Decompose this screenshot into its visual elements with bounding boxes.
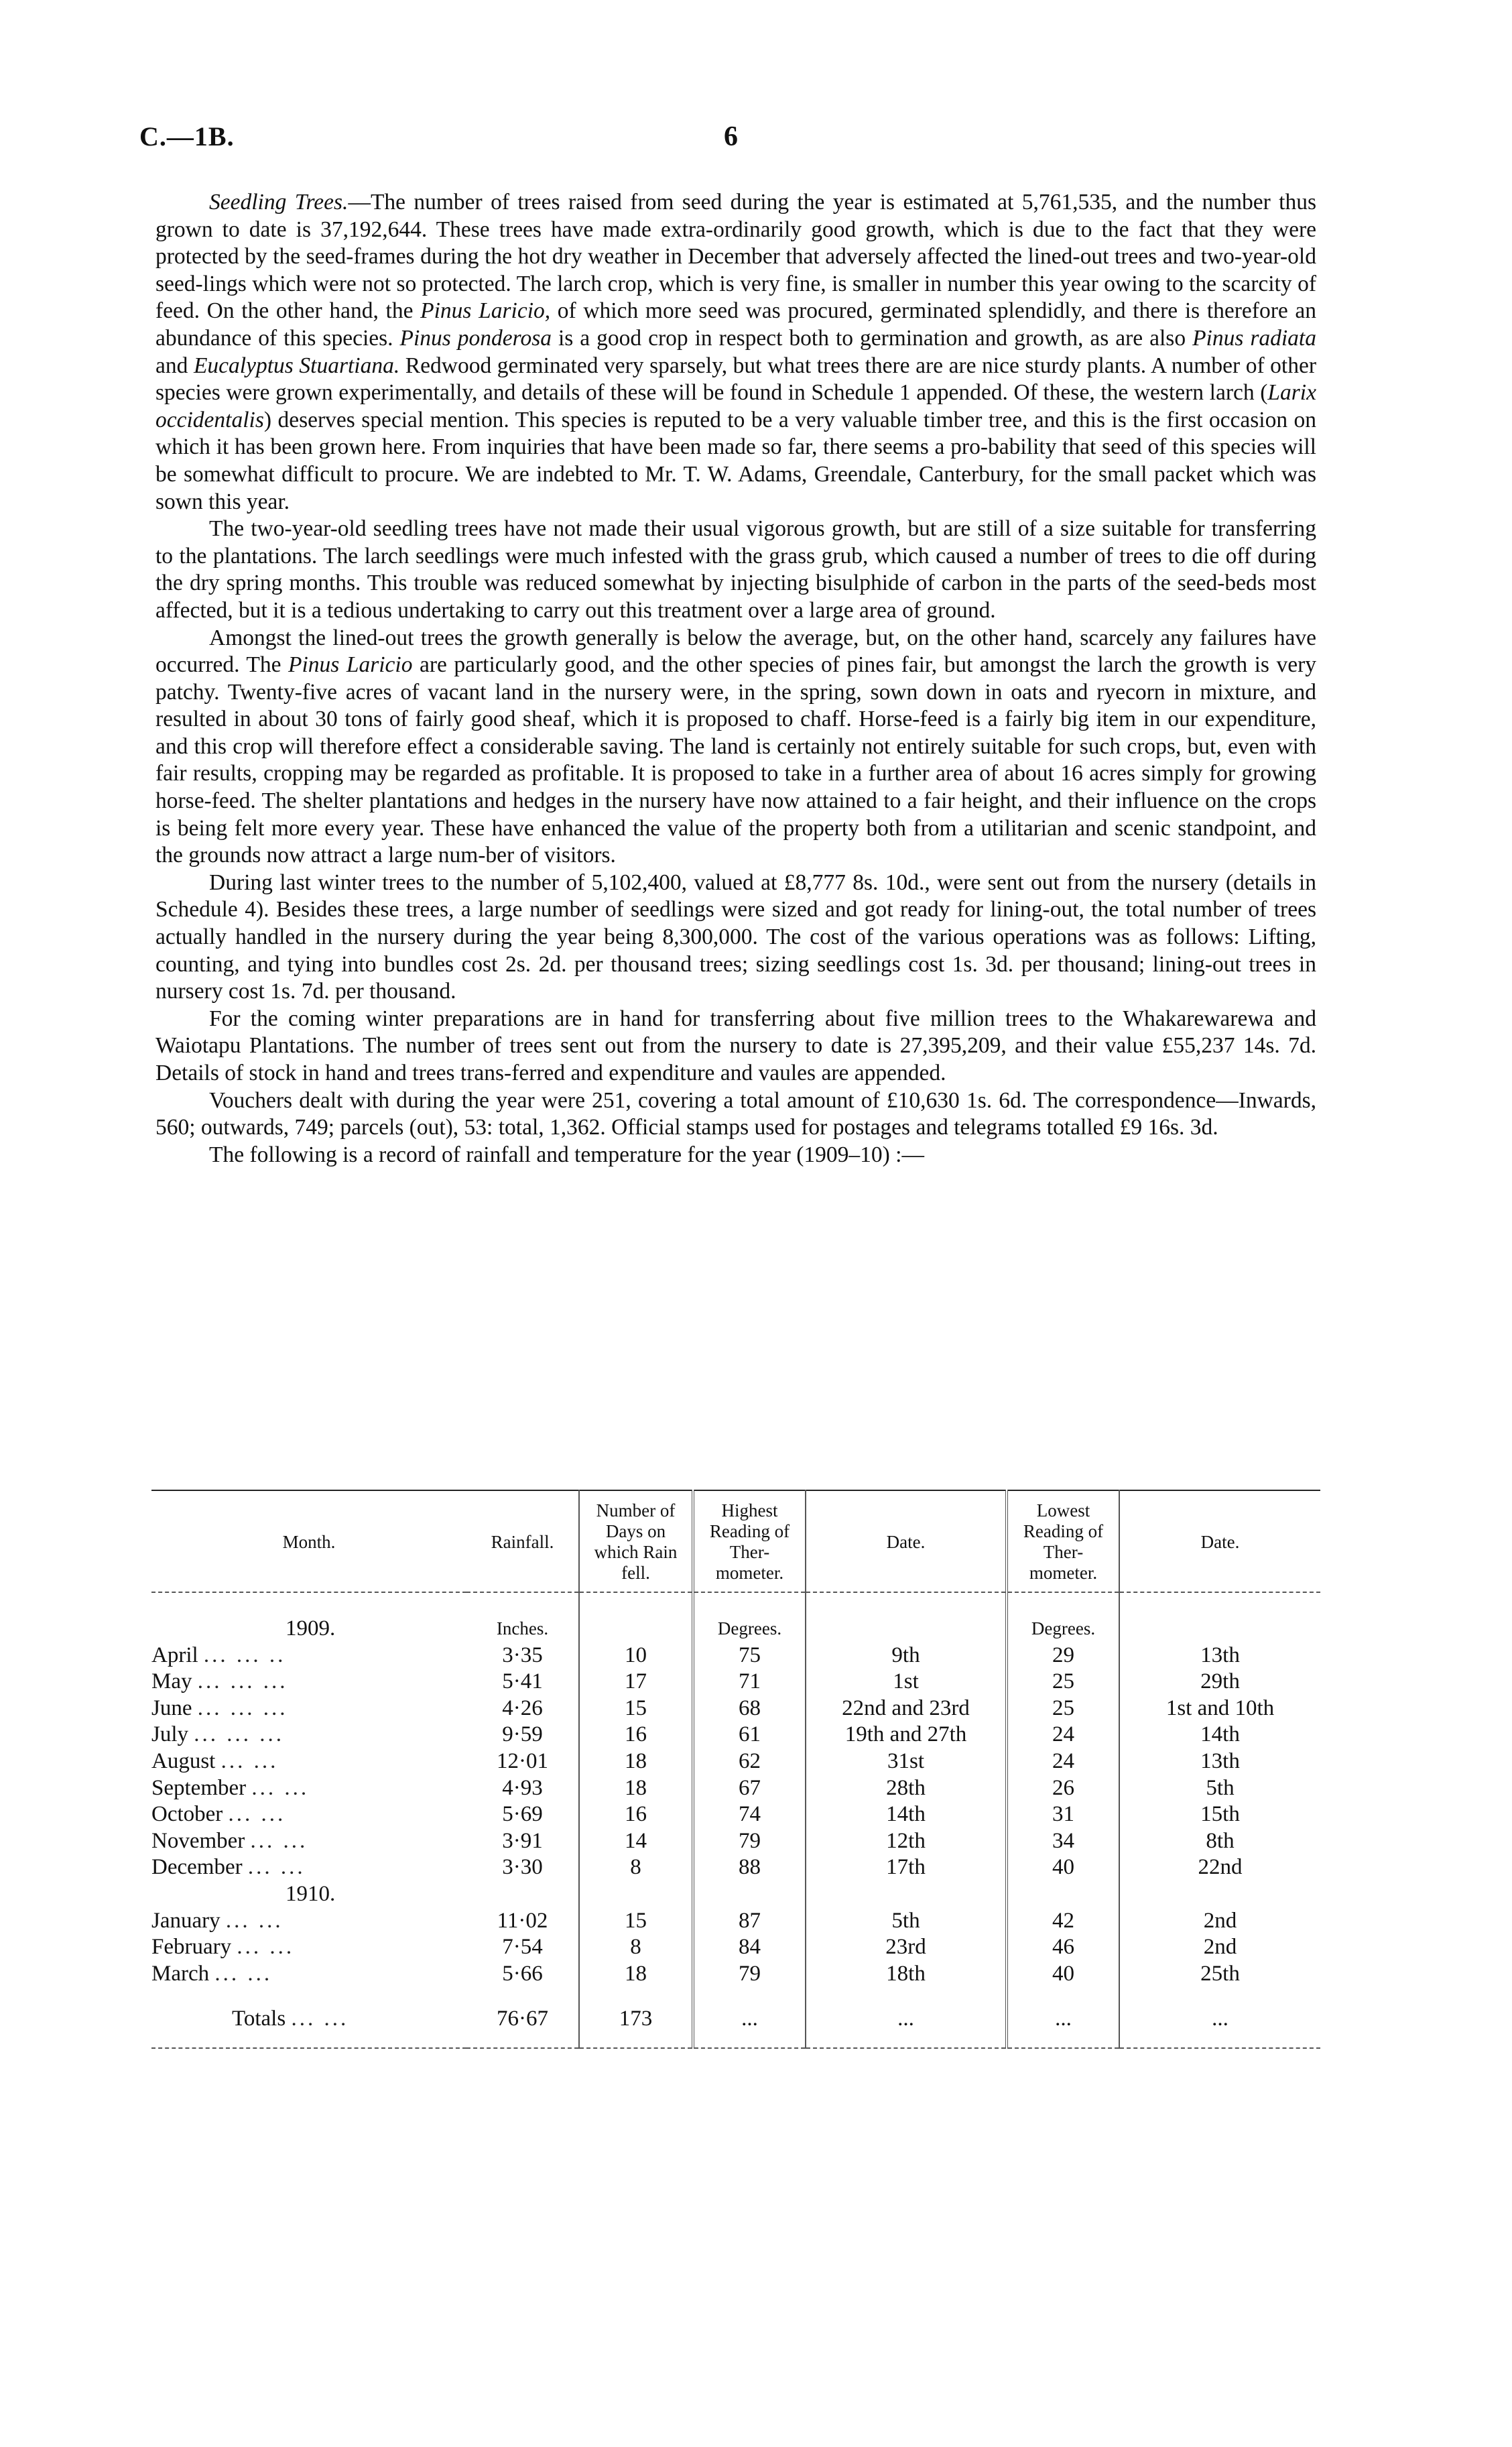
leader-dots: ... ... ...: [197, 1669, 288, 1694]
month-name: March: [151, 1961, 210, 1986]
table-row: [151, 1643, 1320, 1669]
leader-dots: ... ...: [220, 1748, 279, 1773]
rain-days-cell: 18: [579, 1961, 693, 1988]
rainfall-cell: 3·91: [502, 1828, 543, 1853]
month-name: December: [151, 1855, 243, 1880]
paragraph-two-year-seedlings: The two-year-old seedling trees have not made their usual vigorous growth, but are still of a size suitable for transferring to the plantations. The larch seedlings were much infested with the grass grub, which caused a number of trees to die off during the dry spring months. This trouble was reduced somewhat by injecting bisulphide of carbon in the parts of the seed-beds most affected, but it is a tedious undertaking to carry out this treatment over a large area of ground.: [155, 516, 1316, 623]
totals-row: [151, 1987, 1320, 2048]
low-date-cell: 1st and 10th: [1119, 1695, 1320, 1722]
paragraph-vouchers: Vouchers dealt with during the year were 251, covering a total amount of £10,630 1s. 6d. The correspondence—Inwards, 560; outwards, 749; parcels (out), 53: total, 1,362. Official stamps used for postages and telegrams totalled £9 16s. 3d.: [155, 1087, 1316, 1140]
species-name: Eucalyptus Stuartiana.: [193, 353, 400, 378]
text-run: are particularly good, and the other species of pines fair, but amongst the larch the growth is very patchy. Twenty-five acres of vacant land in the nursery were, in the spring, sown down in oats and ryecorn in mixture, and resulted in about 30 tons of fairly good sheaf, which it is proposed to chaff. Horse-feed is a fairly big item in our expenditure, and this crop will therefore effect a considerable saving. The land is certainly not entirely suitable for such crops, but, even with fair results, cropping may be regarded as profitable. It is proposed to take in a further area of about 16 acres simply for growing horse-feed. The shelter plantations and hedges in the nursery have now attained to a fair height, and their influence on the crops is being felt more every year. These have enhanced the value of the property both from a utilitarian and scenic standpoint, and the grounds now attract a large num-ber of visitors.: [155, 652, 1316, 868]
lowest-cell: 31: [1007, 1801, 1119, 1828]
high-date-cell: 17th: [806, 1854, 1007, 1881]
total-lowest: ...: [1007, 1987, 1119, 2048]
low-date-cell: 2nd: [1119, 1908, 1320, 1935]
high-date-cell: 23rd: [806, 1934, 1007, 1961]
high-date-cell: 28th: [806, 1775, 1007, 1802]
leader-dots: ... ...: [228, 1802, 286, 1827]
rain-days-cell: 17: [579, 1669, 693, 1695]
table-row: [151, 1908, 1320, 1935]
month-cell: [151, 1854, 466, 1881]
text-run: is a good crop in respect both to germination and growth, as are also: [552, 325, 1193, 351]
high-date-cell: 1st: [806, 1669, 1007, 1695]
month-cell: [151, 1934, 466, 1961]
rain-days-cell: 8: [579, 1934, 693, 1961]
low-date-cell: 22nd: [1119, 1854, 1320, 1881]
highest-cell: 75: [693, 1643, 806, 1669]
high-date-cell: 14th: [806, 1801, 1007, 1828]
low-date-cell: 29th: [1119, 1669, 1320, 1695]
lowest-cell: 40: [1007, 1961, 1119, 1988]
rainfall-cell: 4·26: [502, 1695, 543, 1720]
unit-rainfall: Inches.: [496, 1618, 549, 1638]
rainfall-cell: 5·66: [502, 1961, 543, 1986]
total-rainfall: 76·67: [497, 2007, 548, 2031]
highest-cell: 62: [693, 1748, 806, 1775]
species-name: Pinus Laricio: [288, 652, 413, 678]
species-name: Larix occidentalis: [155, 380, 1316, 432]
year-label: 1909.: [286, 1616, 336, 1640]
total-high-date: ...: [806, 1987, 1007, 2048]
rainfall-cell: 4·93: [502, 1775, 543, 1800]
low-date-cell: 5th: [1119, 1775, 1320, 1802]
month-name: June: [151, 1695, 192, 1720]
highest-cell: 84: [693, 1934, 806, 1961]
species-name: Pinus Laricio,: [420, 298, 551, 324]
month-name: February: [151, 1935, 232, 1960]
highest-cell: 68: [693, 1695, 806, 1722]
text-run: Redwood germinated very sparsely, but what trees there are are nice sturdy plants. A number of other species were grown experimentally, and details of these will be found in Schedule 1 appended. Of these, the western larch (: [155, 353, 1317, 406]
table-header-row: [151, 1490, 1320, 1592]
high-date-cell: 18th: [806, 1961, 1007, 1988]
header-lowest: Lowest Reading of Ther-mometer.: [1007, 1490, 1119, 1592]
rain-days-cell: 14: [579, 1828, 693, 1855]
rain-days-cell: 18: [579, 1775, 693, 1802]
rainfall-temperature-table: [151, 1490, 1320, 2049]
text-run: Amongst the lined-out trees the growth generally is below the average, but, on the other hand, scarcely any failures have occurred. The: [155, 625, 1316, 678]
high-date-cell: 31st: [806, 1748, 1007, 1775]
month-cell: [151, 1801, 466, 1828]
header-highest: Highest Reading of Ther-mometer.: [693, 1490, 806, 1592]
low-date-cell: 13th: [1119, 1643, 1320, 1669]
lowest-cell: 24: [1007, 1748, 1119, 1775]
low-date-cell: 8th: [1119, 1828, 1320, 1855]
total-low-date: ...: [1119, 1987, 1320, 2048]
month-cell: [151, 1643, 466, 1669]
unit-lowest: Degrees.: [1007, 1592, 1119, 1643]
rain-days-cell: 16: [579, 1722, 693, 1748]
high-date-cell: 12th: [806, 1828, 1007, 1855]
lowest-cell: 24: [1007, 1722, 1119, 1748]
rain-days-cell: 16: [579, 1801, 693, 1828]
text-run: ) deserves special mention. This species is reputed to be a very valuable timber tree, and this is the first occasion on which it has been grown here. From inquiries that have been made so far, there seems a pro-bability that seed of this species will be somewhat difficult to procure. We are indebted to Mr. T. W. Adams, Greendale, Canterbury, for the small packet which was sown this year.: [155, 407, 1316, 514]
table-row: [151, 1801, 1320, 1828]
low-date-cell: 25th: [1119, 1961, 1320, 1988]
month-cell: [151, 1695, 466, 1722]
low-date-cell: 13th: [1119, 1748, 1320, 1775]
month-name: January: [151, 1908, 220, 1933]
leader-dots: ... ...: [251, 1775, 310, 1800]
body-text: [155, 189, 1316, 1169]
species-name: Pinus ponderosa: [399, 325, 552, 351]
month-name: November: [151, 1828, 245, 1853]
rain-days-cell: 10: [579, 1643, 693, 1669]
paragraph-table-intro: The following is a record of rainfall and temperature for the year (1909–10) :—: [209, 1142, 924, 1167]
paragraph-lead: Seedling Trees.: [209, 190, 349, 215]
text-run: —The number of trees raised from seed during the year is estimated at 5,761,535, and the number thus grown to date is 37,192,644. These trees have made extra-ordinarily good growth, which is due to the fact that they were protected by the seed-frames during the hot dry weather in December that adversely affected the lined-out trees and two-year-old seed-lings which were not so protected. The larch crop, which is very fine, is smaller in number this year owing to the scarcity of feed. On the other hand, the: [155, 190, 1316, 324]
table-row: [151, 1775, 1320, 1802]
month-cell: [151, 1669, 466, 1695]
lowest-cell: 29: [1007, 1643, 1119, 1669]
month-name: April: [151, 1643, 198, 1667]
month-cell: [151, 1828, 466, 1855]
page-number: 6: [724, 121, 738, 152]
paragraph-lined-out-trees: [155, 625, 1316, 870]
header-rain-days: Number of Days on which Rain fell.: [579, 1490, 693, 1592]
lowest-cell: 42: [1007, 1908, 1119, 1935]
paragraph-coming-winter: For the coming winter preparations are in hand for transferring about five million trees to the Whakarewarewa and Waiotapu Plantations. The number of trees sent out from the nursery to date is 27,395,209, and their value £55,237 14s. 7d. Details of stock in hand and trees trans-ferred and expenditure and vaules are appended.: [155, 1006, 1316, 1085]
high-date-cell: 9th: [806, 1643, 1007, 1669]
rain-days-cell: 15: [579, 1908, 693, 1935]
month-cell: [151, 1908, 466, 1935]
total-highest: ...: [693, 1987, 806, 2048]
rain-days-cell: 15: [579, 1695, 693, 1722]
rainfall-cell: 12·01: [497, 1748, 548, 1773]
month-name: October: [151, 1802, 223, 1827]
highest-cell: 67: [693, 1775, 806, 1802]
month-name: September: [151, 1775, 247, 1800]
text-run: of which more seed was procured, germinated splendidly, and there is therefore an abundance of this species.: [155, 298, 1317, 351]
leader-dots: ... ...: [237, 1935, 295, 1960]
text-run: and: [155, 353, 194, 378]
rainfall-cell: 3·30: [502, 1855, 543, 1880]
lowest-cell: 34: [1007, 1828, 1119, 1855]
rainfall-cell: 3·35: [502, 1643, 543, 1667]
highest-cell: 88: [693, 1854, 806, 1881]
leader-dots: ... ... ...: [194, 1722, 285, 1747]
high-date-cell: 22nd and 23rd: [806, 1695, 1007, 1722]
paragraph-seedling-trees: [155, 189, 1316, 516]
highest-cell: 79: [693, 1961, 806, 1988]
table-row: [151, 1722, 1320, 1748]
total-rain-days: 173: [579, 1987, 693, 2048]
month-cell: [151, 1775, 466, 1802]
lowest-cell: 40: [1007, 1854, 1119, 1881]
low-date-cell: 14th: [1119, 1722, 1320, 1748]
year-row: [151, 1881, 1320, 1908]
month-name: July: [151, 1722, 189, 1747]
highest-cell: 61: [693, 1722, 806, 1748]
year-label: 1910.: [286, 1881, 336, 1906]
rainfall-cell: 5·69: [502, 1802, 543, 1827]
table-row: [151, 1669, 1320, 1695]
lowest-cell: 25: [1007, 1695, 1119, 1722]
rain-days-cell: 18: [579, 1748, 693, 1775]
highest-cell: 71: [693, 1669, 806, 1695]
rainfall-table-wrapper: [151, 1490, 1320, 2049]
document-reference: C.—1B.: [139, 121, 235, 152]
table-units-row: [151, 1592, 1320, 1643]
header-date-high: Date.: [806, 1490, 1007, 1592]
low-date-cell: 2nd: [1119, 1934, 1320, 1961]
leader-dots: ... ... ..: [203, 1643, 286, 1667]
rainfall-cell: 7·54: [502, 1935, 543, 1960]
rainfall-cell: 11·02: [497, 1908, 548, 1933]
lowest-cell: 46: [1007, 1934, 1119, 1961]
species-name: Pinus radiata: [1192, 325, 1316, 351]
table-row: [151, 1854, 1320, 1881]
table-row: [151, 1695, 1320, 1722]
highest-cell: 87: [693, 1908, 806, 1935]
leader-dots: ... ...: [247, 1855, 306, 1880]
leader-dots: ... ...: [250, 1828, 308, 1853]
high-date-cell: 5th: [806, 1908, 1007, 1935]
lowest-cell: 25: [1007, 1669, 1119, 1695]
rainfall-cell: 5·41: [502, 1669, 543, 1694]
leader-dots: ... ...: [225, 1908, 284, 1933]
table-row: [151, 1934, 1320, 1961]
month-cell: [151, 1961, 466, 1988]
table-row: [151, 1961, 1320, 1988]
leader-dots: ... ...: [291, 2007, 349, 2031]
month-name: August: [151, 1748, 216, 1773]
unit-highest: Degrees.: [693, 1592, 806, 1643]
header-date-low: Date.: [1119, 1490, 1320, 1592]
rainfall-cell: 9·59: [502, 1722, 543, 1747]
month-name: May: [151, 1669, 192, 1694]
totals-label: Totals: [232, 2007, 286, 2031]
leader-dots: ... ...: [214, 1961, 273, 1986]
leader-dots: ... ... ...: [197, 1695, 288, 1720]
table-row: [151, 1748, 1320, 1775]
lowest-cell: 26: [1007, 1775, 1119, 1802]
paragraph-winter-dispatch: During last winter trees to the number of 5,102,400, valued at £8,777 8s. 10d., were sent out from the nursery (details in Schedule 4). Besides these trees, a large number of seedlings were sized and got ready for lining-out, the total number of trees actually handled in the nursery during the year being 8,300,000. The cost of the various operations was as follows: Lifting, counting, and tying into bundles cost 2s. 2d. per thousand trees; sizing seedlings cost 1s. 3d. per thousand; lining-out trees in nursery cost 1s. 7d. per thousand.: [155, 870, 1316, 1004]
header-rainfall: Rainfall.: [491, 1531, 554, 1552]
month-cell: [151, 1722, 466, 1748]
low-date-cell: 15th: [1119, 1801, 1320, 1828]
highest-cell: 74: [693, 1801, 806, 1828]
highest-cell: 79: [693, 1828, 806, 1855]
totals-label-cell: [151, 1987, 466, 2048]
header-month: Month.: [282, 1531, 336, 1552]
high-date-cell: 19th and 27th: [806, 1722, 1007, 1748]
month-cell: [151, 1748, 466, 1775]
table-row: [151, 1828, 1320, 1855]
rain-days-cell: 8: [579, 1854, 693, 1881]
